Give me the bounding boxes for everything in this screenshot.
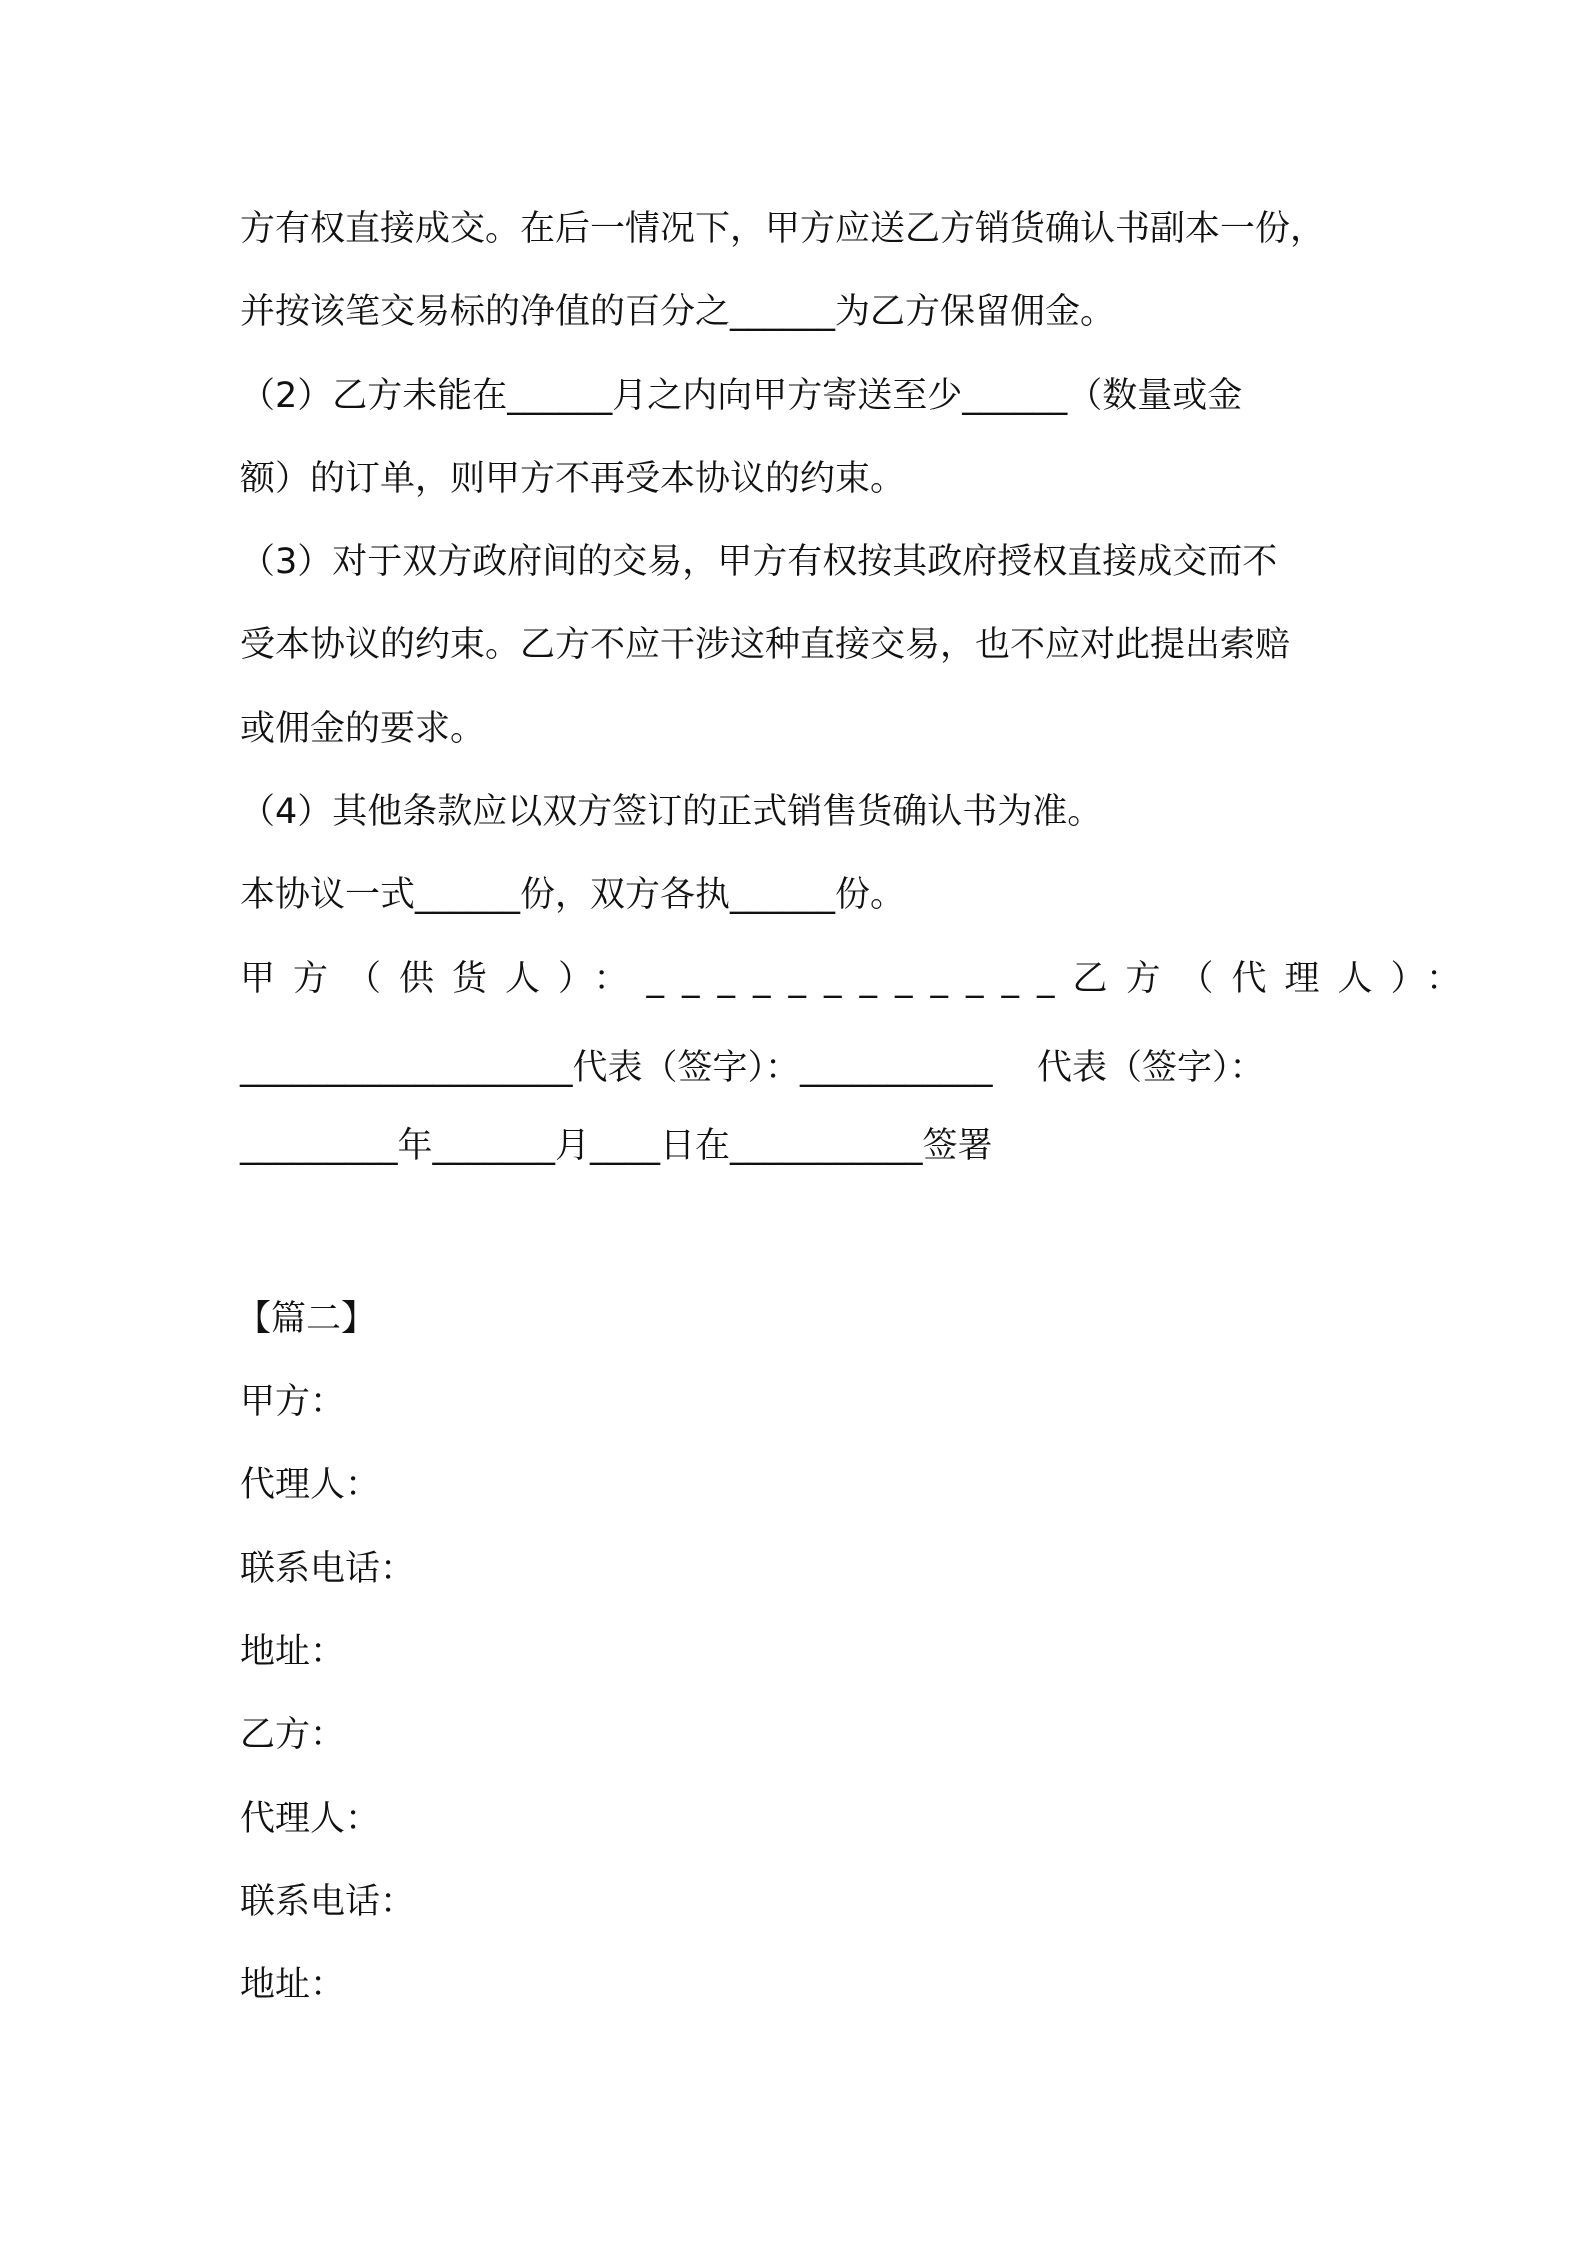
party-a-label: 甲方： [240, 1382, 346, 1422]
clause-4-line: （4）其他条款应以双方签订的正式销售货确认书为准。 [240, 792, 1103, 832]
signature-parties-line: 甲方（供货人）：____________乙方（代理人）： [240, 959, 1480, 999]
signature-representatives-line: ___________________代表（签字）：___________ 代表（签字）： [240, 1048, 1265, 1088]
paragraph-line-2: 并按该笔交易标的净值的百分之______为乙方保留佣金。 [240, 292, 1116, 332]
party-b-phone-label: 联系电话： [240, 1882, 416, 1922]
section-heading: 【篇二】 [236, 1299, 377, 1339]
party-b-address-label: 地址： [240, 1965, 346, 2005]
clause-3-line-1: （3）对于双方政府间的交易，甲方有权按其政府授权直接成交而不 [240, 542, 1278, 582]
party-a-agent-label: 代理人： [240, 1465, 381, 1505]
signing-date-line: _________年_______月____日在___________签署 [240, 1126, 993, 1166]
party-b-label: 乙方： [240, 1715, 346, 1755]
clause-2-line-2: 额）的订单，则甲方不再受本协议的约束。 [240, 459, 906, 499]
clause-3-line-3: 或佣金的要求。 [240, 709, 486, 749]
party-a-address-label: 地址： [240, 1632, 346, 1672]
party-a-phone-label: 联系电话： [240, 1549, 416, 1589]
clause-3-line-2: 受本协议的约束。乙方不应干涉这种直接交易，也不应对此提出索赔 [240, 625, 1291, 665]
party-b-agent-label: 代理人： [240, 1799, 381, 1839]
copies-line: 本协议一式______份，双方各执______份。 [240, 875, 906, 915]
paragraph-line-1: 方有权直接成交。在后一情况下，甲方应送乙方销货确认书副本一份， [240, 209, 1326, 249]
clause-2-line-1: （2）乙方未能在______月之内向甲方寄送至少______（数量或金 [240, 376, 1243, 416]
